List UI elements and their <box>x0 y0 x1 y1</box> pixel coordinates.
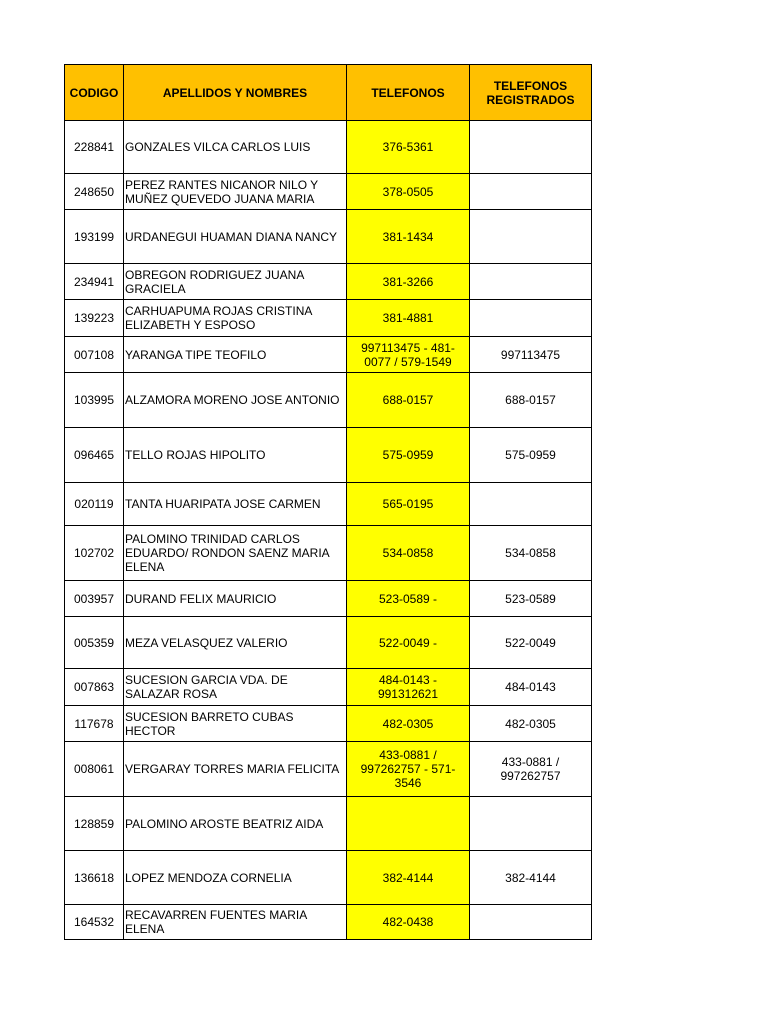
table-row <box>65 706 592 742</box>
phones-cell: 523-0589 - <box>347 581 470 617</box>
registered-phones-cell <box>470 483 592 526</box>
header-code: CODIGO <box>65 65 124 121</box>
table-row <box>65 300 592 337</box>
code-cell: 193199 <box>65 210 124 264</box>
name-cell: RECAVARREN FUENTES MARIA ELENA <box>124 905 347 940</box>
table-row <box>65 526 592 581</box>
table-row <box>65 617 592 669</box>
registered-phones-cell: 522-0049 <box>470 617 592 669</box>
registered-phones-cell: 382-4144 <box>470 851 592 905</box>
phones-cell: 534-0858 <box>347 526 470 581</box>
name-cell: ALZAMORA MORENO JOSE ANTONIO <box>124 373 347 428</box>
phones-cell: 382-4144 <box>347 851 470 905</box>
code-cell: 139223 <box>65 300 124 337</box>
table-row <box>65 669 592 706</box>
registered-phones-cell <box>470 905 592 940</box>
name-cell: CARHUAPUMA ROJAS CRISTINA ELIZABETH Y ESPOSO <box>124 300 347 337</box>
table-row <box>65 337 592 373</box>
phones-cell: 378-0505 <box>347 174 470 210</box>
registered-phones-cell: 484-0143 <box>470 669 592 706</box>
table-row <box>65 174 592 210</box>
phone-registry-table <box>64 64 592 940</box>
code-cell: 007108 <box>65 337 124 373</box>
registered-phones-cell <box>470 121 592 174</box>
code-cell: 003957 <box>65 581 124 617</box>
registered-phones-cell: 534-0858 <box>470 526 592 581</box>
header-phones: TELEFONOS <box>347 65 470 121</box>
table-row <box>65 581 592 617</box>
table-row <box>65 905 592 940</box>
code-cell: 117678 <box>65 706 124 742</box>
table-row <box>65 264 592 300</box>
phones-cell: 575-0959 <box>347 428 470 483</box>
name-cell: TELLO ROJAS HIPOLITO <box>124 428 347 483</box>
registered-phones-cell <box>470 210 592 264</box>
phones-cell: 376-5361 <box>347 121 470 174</box>
table-row <box>65 373 592 428</box>
registered-phones-cell <box>470 797 592 851</box>
phones-cell: 997113475 - 481-0077 / 579-1549 <box>347 337 470 373</box>
code-cell: 136618 <box>65 851 124 905</box>
code-cell: 103995 <box>65 373 124 428</box>
name-cell: PALOMINO AROSTE BEATRIZ AIDA <box>124 797 347 851</box>
name-cell: GONZALES VILCA CARLOS LUIS <box>124 121 347 174</box>
phones-cell <box>347 797 470 851</box>
code-cell: 008061 <box>65 742 124 797</box>
table-row <box>65 483 592 526</box>
registered-phones-cell: 688-0157 <box>470 373 592 428</box>
name-cell: LOPEZ MENDOZA CORNELIA <box>124 851 347 905</box>
table-row <box>65 797 592 851</box>
name-cell: YARANGA TIPE TEOFILO <box>124 337 347 373</box>
table-row <box>65 742 592 797</box>
code-cell: 007863 <box>65 669 124 706</box>
phones-cell: 565-0195 <box>347 483 470 526</box>
name-cell: MEZA VELASQUEZ VALERIO <box>124 617 347 669</box>
registered-phones-cell: 433-0881 / 997262757 <box>470 742 592 797</box>
name-cell: PEREZ RANTES NICANOR NILO Y MUÑEZ QUEVEDO JUANA MARIA <box>124 174 347 210</box>
code-cell: 228841 <box>65 121 124 174</box>
code-cell: 164532 <box>65 905 124 940</box>
registered-phones-cell <box>470 300 592 337</box>
registered-phones-cell: 997113475 <box>470 337 592 373</box>
code-cell: 248650 <box>65 174 124 210</box>
code-cell: 096465 <box>65 428 124 483</box>
registered-phones-cell <box>470 174 592 210</box>
name-cell: TANTA HUARIPATA JOSE CARMEN <box>124 483 347 526</box>
header-name: APELLIDOS Y NOMBRES <box>124 65 347 121</box>
registered-phones-cell <box>470 264 592 300</box>
code-cell: 020119 <box>65 483 124 526</box>
header-registered-phones: TELEFONOS REGISTRADOS <box>470 65 592 121</box>
code-cell: 128859 <box>65 797 124 851</box>
phones-cell: 433-0881 / 997262757 - 571-3546 <box>347 742 470 797</box>
name-cell: OBREGON RODRIGUEZ JUANA GRACIELA <box>124 264 347 300</box>
name-cell: URDANEGUI HUAMAN DIANA NANCY <box>124 210 347 264</box>
phones-cell: 381-4881 <box>347 300 470 337</box>
table-row <box>65 851 592 905</box>
name-cell: DURAND FELIX MAURICIO <box>124 581 347 617</box>
phones-cell: 522-0049 - <box>347 617 470 669</box>
registered-phones-cell: 482-0305 <box>470 706 592 742</box>
name-cell: PALOMINO TRINIDAD CARLOS EDUARDO/ RONDON SAENZ MARIA ELENA <box>124 526 347 581</box>
phones-cell: 482-0305 <box>347 706 470 742</box>
phones-cell: 484-0143 - 991312621 <box>347 669 470 706</box>
code-cell: 234941 <box>65 264 124 300</box>
name-cell: VERGARAY TORRES MARIA FELICITA <box>124 742 347 797</box>
code-cell: 005359 <box>65 617 124 669</box>
phones-cell: 381-3266 <box>347 264 470 300</box>
name-cell: SUCESION BARRETO CUBAS HECTOR <box>124 706 347 742</box>
phones-cell: 381-1434 <box>347 210 470 264</box>
table-row <box>65 210 592 264</box>
registered-phones-cell: 575-0959 <box>470 428 592 483</box>
table-row <box>65 121 592 174</box>
phones-cell: 482-0438 <box>347 905 470 940</box>
code-cell: 102702 <box>65 526 124 581</box>
phones-cell: 688-0157 <box>347 373 470 428</box>
name-cell: SUCESION GARCIA VDA. DE SALAZAR ROSA <box>124 669 347 706</box>
header-row <box>65 65 592 121</box>
registered-phones-cell: 523-0589 <box>470 581 592 617</box>
table-row <box>65 428 592 483</box>
